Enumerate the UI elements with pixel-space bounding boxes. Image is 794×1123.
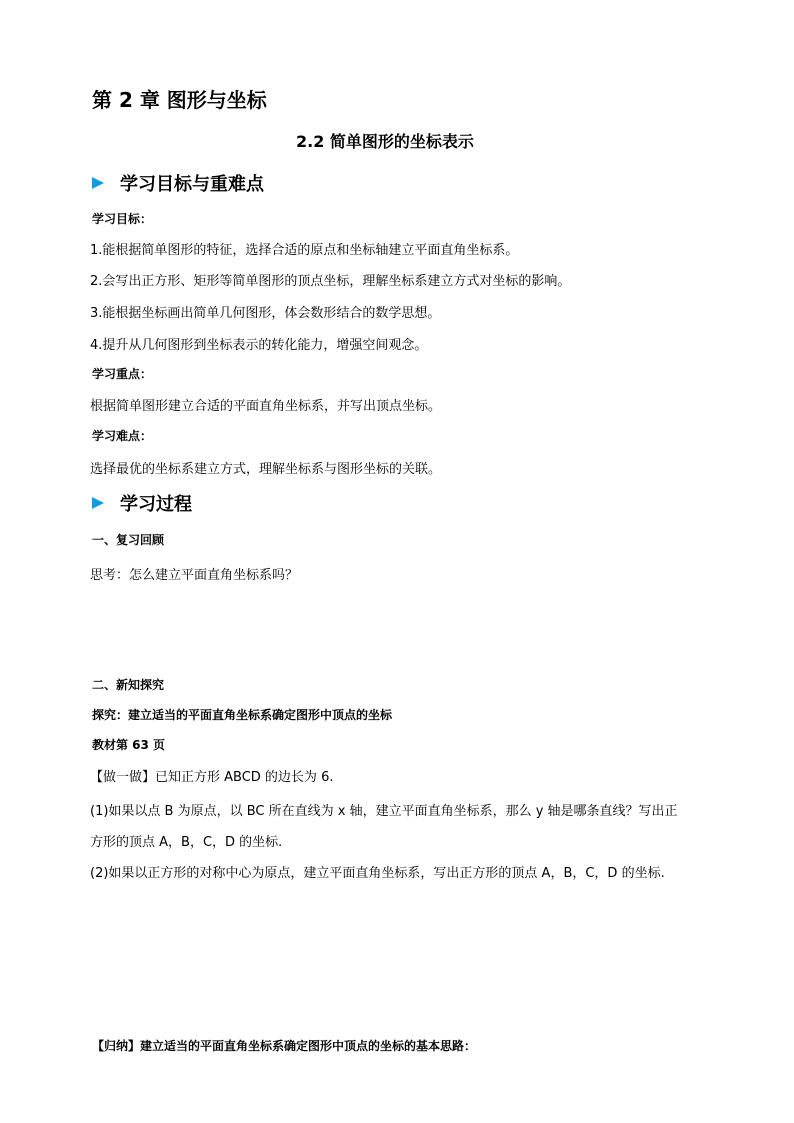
key-text: 根据简单图形建立合适的平面直角坐标系，并写出顶点坐标。 <box>90 399 442 414</box>
summary-text: 【归纳】建立适当的平面直角坐标系确定图形中顶点的坐标的基本思路： <box>92 1039 477 1053</box>
textbook-ref: 教材第 63 页 <box>92 738 166 752</box>
objectives-heading <box>92 170 264 196</box>
goal-item: 2.会写出正方形、矩形等简单图形的顶点坐标，理解坐标系建立方式对坐标的影响。 <box>90 274 571 289</box>
chapter-title: 第 2 章 图形与坐标 <box>92 88 267 112</box>
goal-item: 3.能根据坐标画出简单几何图形，体会数形结合的数学思想。 <box>90 306 441 321</box>
objectives-heading-text: 学习目标与重难点 <box>120 174 264 195</box>
goals-label: 学习目标： <box>92 212 153 226</box>
section-title: 2.2 简单图形的坐标表示 <box>296 132 474 151</box>
question-1-line-2: 方形的顶点 A，B，C，D 的坐标. <box>90 835 283 850</box>
question-1-line-1: (1)如果以点 B 为原点，以 BC 所在直线为 x 轴，建立平面直角坐标系，那么 y 轴是哪条直线？写出正 <box>90 804 678 819</box>
goal-item: 1.能根据简单图形的特征，选择合适的原点和坐标轴建立平面直角坐标系。 <box>90 243 519 258</box>
process-heading <box>92 490 192 516</box>
question-2: (2)如果以正方形的对称中心为原点，建立平面直角坐标系，写出正方形的顶点 A，B，C，D 的坐标. <box>90 866 665 881</box>
explore-label: 二、新知探究 <box>92 678 165 692</box>
process-heading-text: 学习过程 <box>120 494 192 515</box>
triangle-bullet-icon <box>92 177 104 189</box>
difficulty-text: 选择最优的坐标系建立方式，理解坐标系与图形坐标的关联。 <box>90 462 442 477</box>
review-question: 思考：怎么建立平面直角坐标系吗？ <box>90 568 299 583</box>
explore-title: 探究：建立适当的平面直角坐标系确定图形中顶点的坐标 <box>92 708 393 722</box>
triangle-bullet-icon <box>92 497 104 509</box>
key-label: 学习重点： <box>92 367 153 381</box>
goal-item: 4.提升从几何图形到坐标表示的转化能力，增强空间观念。 <box>90 338 428 353</box>
activity-text: 【做一做】已知正方形 ABCD 的边长为 6. <box>90 770 334 785</box>
review-label: 一、复习回顾 <box>92 533 165 547</box>
difficulty-label: 学习难点： <box>92 429 153 443</box>
